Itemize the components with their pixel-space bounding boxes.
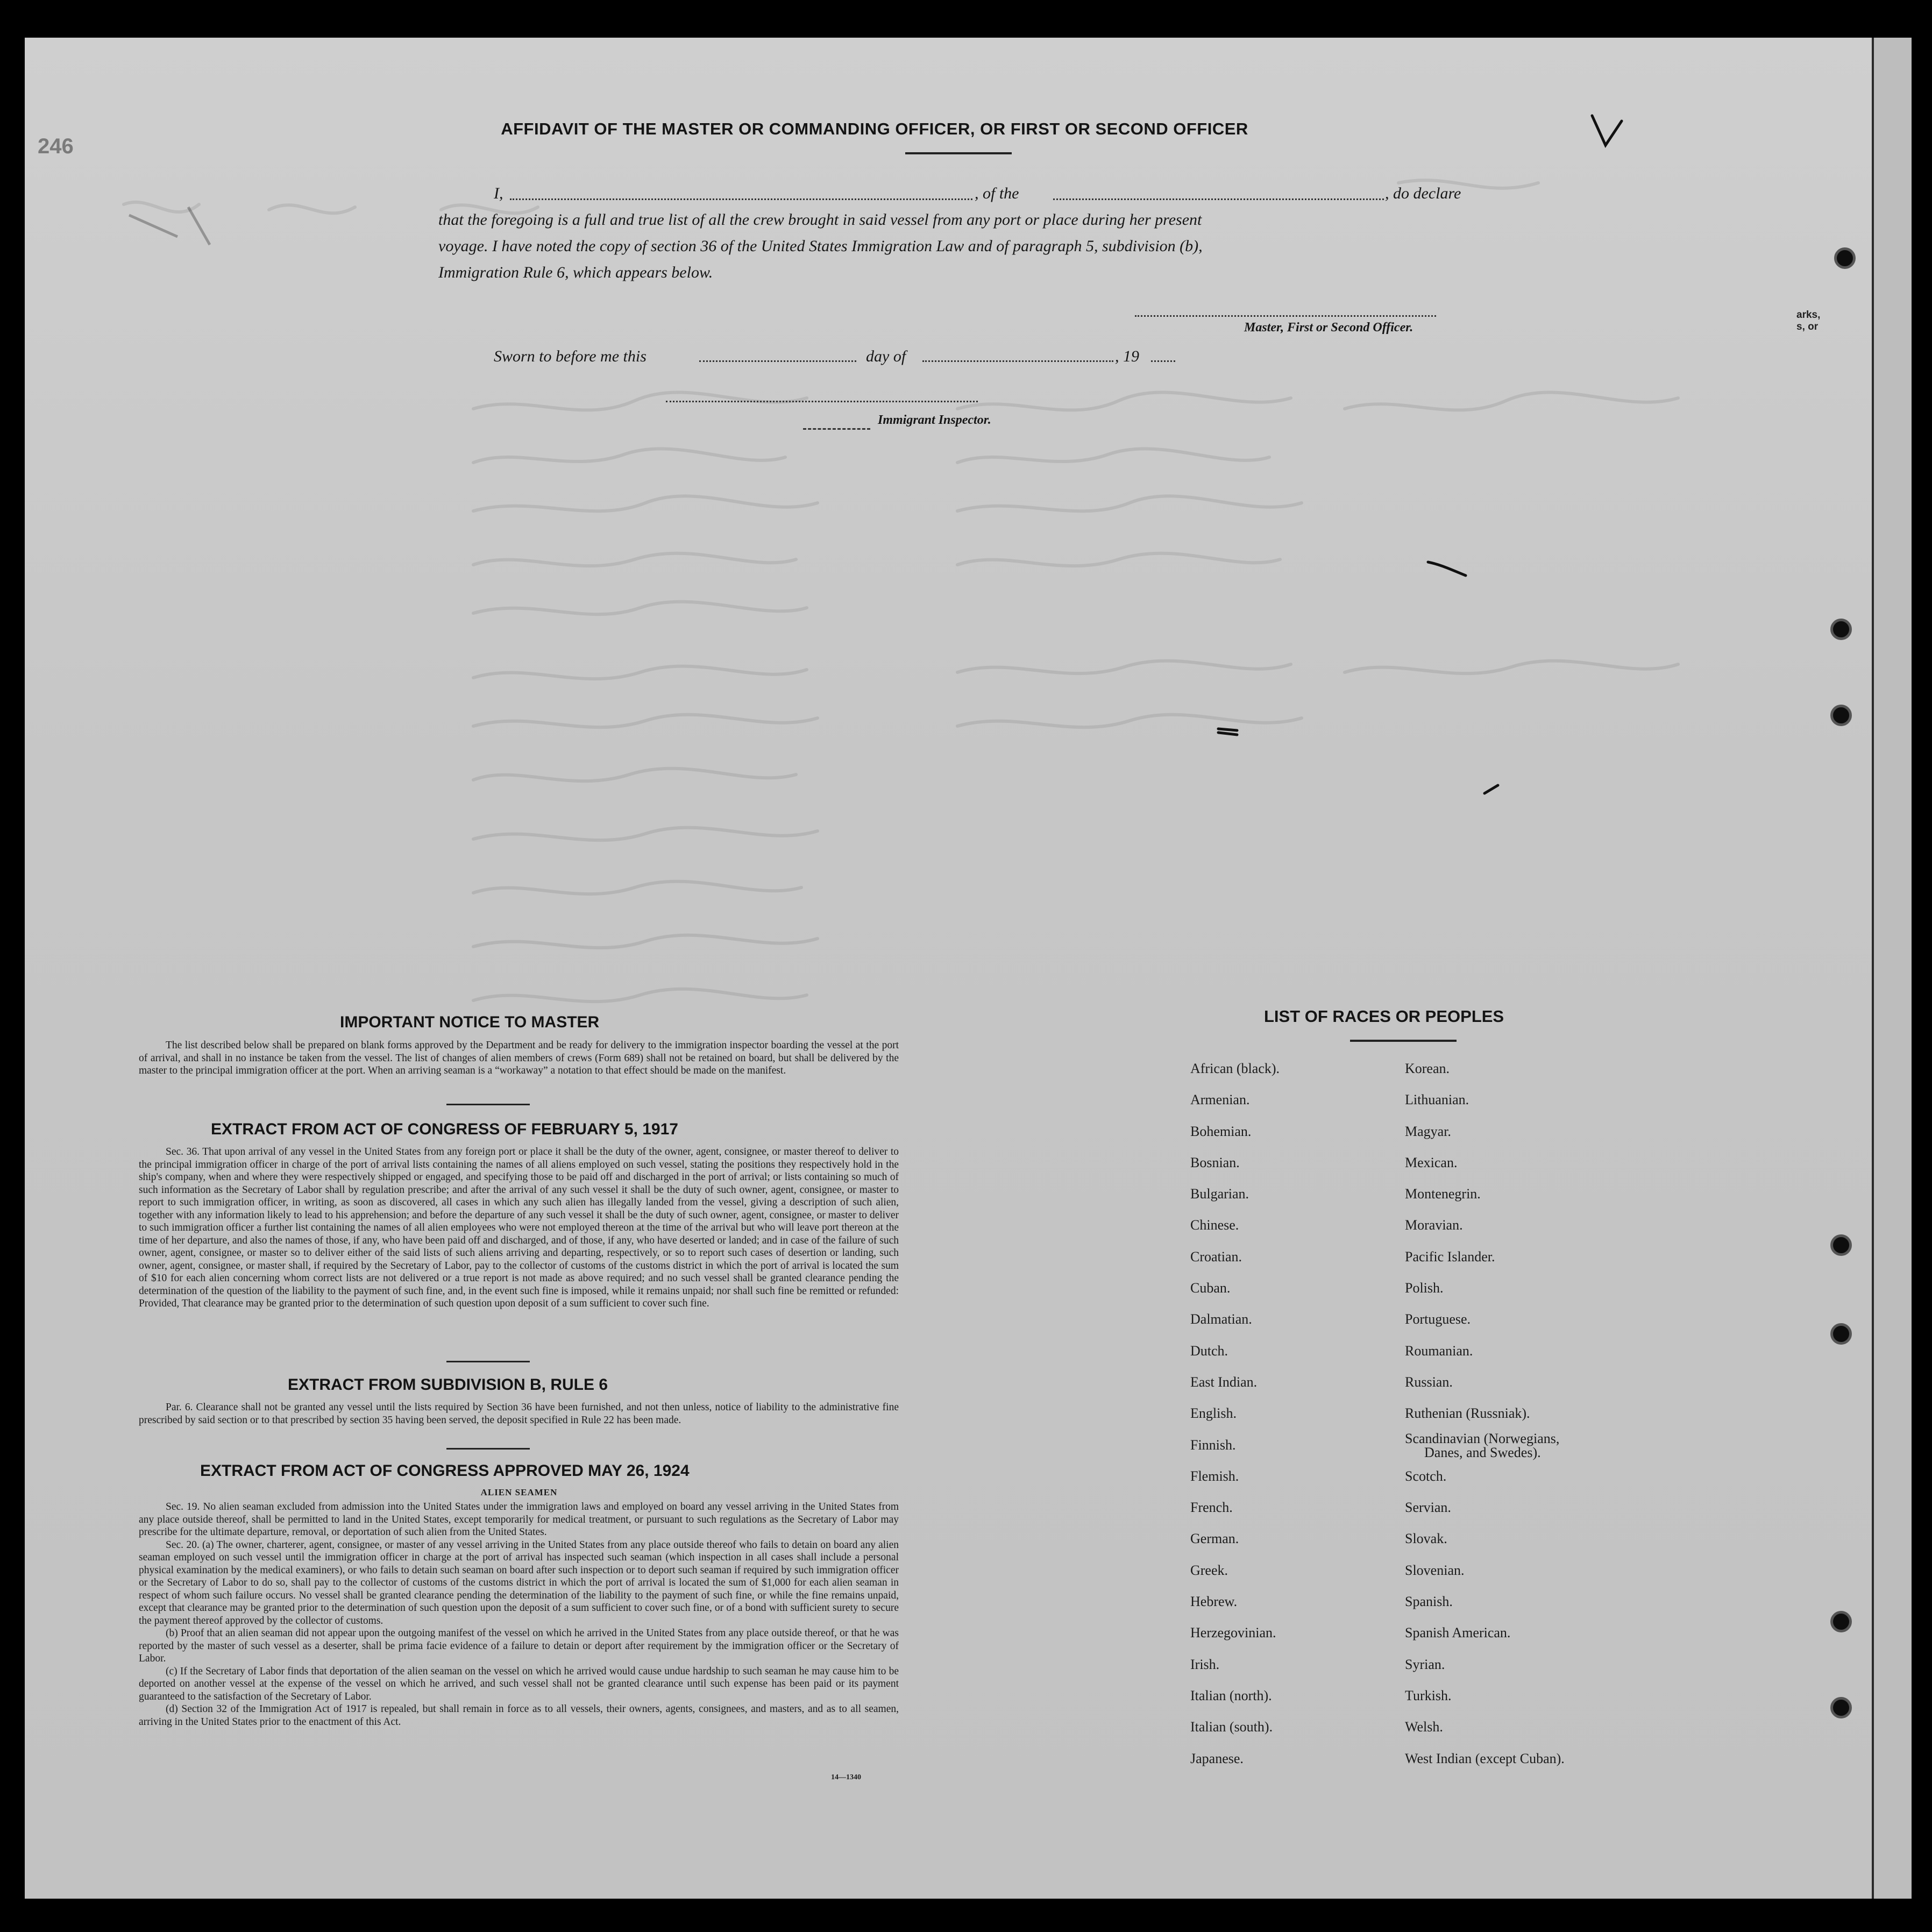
race-item: German. bbox=[1190, 1531, 1239, 1547]
affidavit-declare: , do declare bbox=[1385, 184, 1461, 202]
section-19: Sec. 19. No alien seaman excluded from admission into the United States under the immigration laws and employed on board any vessel arriving in the United States from any place outside thereof, shall be permitted to land in the United States, except temporarily for medical treatment, or pursuant to such regulations as the Secretary of Labor may prescribe for the ultimate departure, removal, or deportation of such alien from the United States. bbox=[139, 1501, 899, 1538]
notice-divider bbox=[446, 1104, 530, 1105]
race-item: Polish. bbox=[1405, 1280, 1444, 1296]
races-title: LIST OF RACES OR PEOPLES bbox=[1264, 1007, 1504, 1026]
sworn-day-of: day of bbox=[866, 347, 906, 365]
race-item: West Indian (except Cuban). bbox=[1405, 1750, 1565, 1766]
affidavit-title: AFFIDAVIT OF THE MASTER OR COMMANDING OFFICER, OR FIRST OR SECOND OFFICER bbox=[501, 119, 1248, 138]
punch-hole bbox=[1834, 247, 1856, 269]
race-item: Chinese. bbox=[1190, 1217, 1239, 1233]
race-item: Armenian. bbox=[1190, 1092, 1250, 1108]
affidavit-i: I, bbox=[494, 184, 503, 202]
extract-1924-title: EXTRACT FROM ACT OF CONGRESS APPROVED MAY 26, 1924 bbox=[200, 1462, 690, 1480]
section-20d: (d) Section 32 of the Immigration Act of 1917 is repealed, but shall remain in force as to all vessels, their owners, agents, consignees, and masters, and as to all seamen, arriving in the United States prior to the enactment of this Act. bbox=[139, 1703, 899, 1728]
affidavit-of-the: , of the bbox=[975, 184, 1019, 202]
race-item: Bosnian. bbox=[1190, 1154, 1240, 1170]
affidavit-line-4: Immigration Rule 6, which appears below. bbox=[438, 264, 713, 281]
extract-1917-divider bbox=[446, 1361, 530, 1362]
race-item: African (black). bbox=[1190, 1061, 1280, 1076]
races-title-underline bbox=[1350, 1040, 1457, 1042]
race-item: English. bbox=[1190, 1405, 1237, 1422]
race-item: Spanish. bbox=[1405, 1594, 1453, 1610]
rule6-text: Par. 6. Clearance shall not be granted any vessel until the lists required by Section 36 have been furnished, and not then unless, notice of liability to the administrative fine prescribed by said section or to that prescribed by section 35 having been served, the deposit specified in Rule 22 has been made. bbox=[139, 1402, 899, 1426]
race-item: Scotch. bbox=[1405, 1468, 1447, 1484]
race-item: Italian (south). bbox=[1190, 1719, 1273, 1735]
inspector-label: Immigrant Inspector. bbox=[878, 413, 991, 427]
vessel-name-field[interactable] bbox=[1053, 198, 1384, 200]
race-item: Japanese. bbox=[1190, 1750, 1244, 1766]
sworn-month-field[interactable] bbox=[922, 360, 1113, 362]
section-20b: (b) Proof that an alien seaman did not appear upon the outgoing manifest of the vessel on which he arrived in the United States from any place outside thereof, or that he was reported by the master of such vessel as a deserter, shall be prima facie evidence of a failure to detain or deport after requirement by the immigration officer or the Secretary of Labor. bbox=[139, 1628, 899, 1664]
sworn-prefix: Sworn to before me this bbox=[494, 347, 647, 365]
race-item: Roumanian. bbox=[1405, 1343, 1473, 1359]
race-item-continuation: Danes, and Swedes). bbox=[1424, 1444, 1541, 1460]
punch-hole bbox=[1830, 619, 1852, 640]
race-item: French. bbox=[1190, 1500, 1233, 1516]
master-name-field[interactable] bbox=[510, 198, 972, 200]
race-item: Syrian. bbox=[1405, 1656, 1445, 1672]
punch-hole bbox=[1830, 1611, 1852, 1632]
race-item: Moravian. bbox=[1405, 1217, 1463, 1233]
race-item: Spanish American. bbox=[1405, 1625, 1511, 1641]
race-item: Italian (north). bbox=[1190, 1687, 1272, 1703]
sworn-year-field[interactable] bbox=[1151, 360, 1175, 362]
punch-hole bbox=[1830, 1697, 1852, 1718]
races-column-1 bbox=[1190, 1053, 1280, 1774]
race-item: Bohemian. bbox=[1190, 1123, 1252, 1139]
race-item: Slovenian. bbox=[1405, 1562, 1465, 1578]
race-item: Welsh. bbox=[1405, 1719, 1443, 1735]
notice-text: The list described below shall be prepared on blank forms approved by the Department and be ready for delivery to the immigration inspector boarding the vessel at the port of arrival, and shall in no instance be taken from the vessel. The list of changes of alien members of crews (Form 689) shall not be retained on board, but shall be delivered by the master to the principal immigration officer at the port. When an arriving seaman is a “workaway” a notation to that effect should be made on the manifest. bbox=[139, 1040, 899, 1076]
left-page-number: 246 bbox=[38, 134, 74, 158]
inspector-signature-field[interactable] bbox=[666, 401, 978, 402]
race-item: Pacific Islander. bbox=[1405, 1248, 1495, 1265]
race-item: Ruthenian (Russniak). bbox=[1405, 1405, 1530, 1422]
form-code: 14—1340 bbox=[831, 1773, 861, 1781]
race-item: Flemish. bbox=[1190, 1468, 1239, 1484]
affidavit-line-3: voyage. I have noted the copy of section 36 of the United States Immigration Law and of paragraph 5, subdivision (b), bbox=[438, 237, 1203, 255]
race-item: East Indian. bbox=[1190, 1374, 1258, 1390]
race-item-line: Scandinavian (Norwegians, bbox=[1405, 1430, 1560, 1446]
race-item: Greek. bbox=[1190, 1562, 1228, 1578]
extract-1924-subtitle: ALIEN SEAMEN bbox=[480, 1487, 558, 1497]
race-item: Herzegovinian. bbox=[1190, 1625, 1276, 1641]
race-item: Hebrew. bbox=[1190, 1594, 1238, 1610]
race-item: Bulgarian. bbox=[1190, 1186, 1249, 1202]
race-item: Montenegrin. bbox=[1405, 1186, 1481, 1202]
sworn-day-field[interactable] bbox=[699, 360, 856, 362]
race-item: Lithuanian. bbox=[1405, 1092, 1469, 1108]
section-20a: Sec. 20. (a) The owner, charterer, agent, consignee, or master of any vessel arriving in the United States from any place outside thereof who fails to detain on board any alien seaman employed on such vessel until the immigration officer in charge at the port of arrival has inspected such seaman (which inspection in all cases shall include a personal physical examination by the medical examiners), or who fails to detain such seaman on board after such inspection or to deport such seaman if required by such immigration officer or the Secretary of Labor to do so, shall pay to the collector of customs of the customs district in which the port of arrival is located the sum of $1,000 for each alien seaman in respect of whom such failure occurs. No vessel shall be granted clearance pending the determination of the liability to the payment of such fine, or while the fine remains unpaid, except that clearance may be granted prior to the determination of such question upon the deposit of a sum sufficient to cover such fine, or of a bond with sufficient surety to secure the payment thereof approved by the collector of customs. bbox=[139, 1539, 899, 1626]
adjacent-page-edge bbox=[1872, 38, 1912, 1899]
right-edge-fragment: arks, s, or bbox=[1796, 309, 1821, 332]
race-item: Korean. bbox=[1405, 1061, 1450, 1076]
section-20c: (c) If the Secretary of Labor finds that deportation of the alien seaman on the vessel on which he arrived would cause undue hardship to such seaman he may cause him to be deported on another vessel at the expense of the vessel on which he arrived, and such vessel shall not be granted clearance until such expense has been paid or its payment guaranteed to the satisfaction of the Secretary of Labor. bbox=[139, 1665, 899, 1702]
race-item: Dalmatian. bbox=[1190, 1311, 1252, 1327]
affidavit-line-2: that the foregoing is a full and true list of all the crew brought in said vessel from any port or place during her present bbox=[438, 211, 1202, 229]
punch-hole bbox=[1830, 1323, 1852, 1345]
race-item: Cuban. bbox=[1190, 1280, 1231, 1296]
races-column-2 bbox=[1405, 1053, 1565, 1774]
master-signature-label: Master, First or Second Officer. bbox=[1244, 321, 1414, 335]
extract-1924-text bbox=[139, 1501, 899, 1728]
punch-hole bbox=[1830, 1234, 1852, 1256]
race-item: Turkish. bbox=[1405, 1687, 1452, 1703]
race-item: Dutch. bbox=[1190, 1343, 1228, 1359]
title-underline bbox=[905, 152, 1012, 154]
punch-hole bbox=[1830, 705, 1852, 726]
race-item: Croatian. bbox=[1190, 1248, 1242, 1265]
extract-1917-title: EXTRACT FROM ACT OF CONGRESS OF FEBRUARY 5, 1917 bbox=[211, 1120, 678, 1138]
race-item: Irish. bbox=[1190, 1656, 1220, 1672]
race-item: Mexican. bbox=[1405, 1154, 1458, 1170]
inspector-lead-line bbox=[803, 428, 870, 430]
rule6-title: EXTRACT FROM SUBDIVISION B, RULE 6 bbox=[288, 1376, 608, 1394]
race-item bbox=[1405, 1430, 1565, 1461]
race-item: Finnish. bbox=[1190, 1437, 1236, 1453]
race-item: Magyar. bbox=[1405, 1123, 1451, 1139]
race-item: Slovak. bbox=[1405, 1531, 1447, 1547]
race-item: Russian. bbox=[1405, 1374, 1453, 1390]
sworn-year: , 19 bbox=[1115, 347, 1139, 365]
rule6-divider bbox=[446, 1448, 530, 1450]
notice-title: IMPORTANT NOTICE TO MASTER bbox=[340, 1013, 600, 1031]
master-signature-field[interactable] bbox=[1135, 315, 1436, 317]
race-item: Servian. bbox=[1405, 1500, 1451, 1516]
extract-1917-text: Sec. 36. That upon arrival of any vessel in the United States from any foreign port or place it shall be the duty of the owner, agent, consignee, or master thereof to deliver to the principal immigration officer in charge of the port of arrival lists containing the names of all aliens employed on such vessel, stating the positions they respectively hold in the ship's company, when and where they were respectively shipped or engaged, and specifying those to be paid off and discharged in the port of arrival; or lists containing so much of such information as the Secretary of Labor shall by regulation prescribe; and after the arrival of any such vessel it shall be the duty of such owner, agent, consignee, or master to report to such immigration officer, in writing, as soon as discovered, all cases in which any such alien has illegally landed from the vessel, giving a description of such alien, together with any information likely to lead to his apprehension; and before the departure of any such vessel it shall be the duty of such owner, agent, consignee, or master to deliver to such immigration officer a further list containing the names of all alien employees who were not employed thereon at the time of the arrival but who will leave port thereon at the time of her departure, and also the names of those, if any, who have been paid off and discharged, and of those, if any, who have deserted or landed; and in case of the failure of such owner, agent, consignee, or master so to deliver either of the said lists of such aliens arriving and departing, respectively, or so to report such cases of desertion or landing, such owner, agent, consignee, or master shall, if required by the Secretary of Labor, pay to the collector of customs of the customs district in which the port of arrival is located the sum of $10 for each alien concerning whom correct lists are not delivered or a true report is not made as above required; and no such vessel shall be granted clearance pending the determination of the question of the liability to the payment of such fine, and, in the event such fine is imposed, while it remains unpaid; nor shall such fine be remitted or refunded: Provided, That clearance may be granted prior to the determination of such question upon deposit of a sum sufficient to cover such fine. bbox=[139, 1146, 899, 1309]
race-item: Portuguese. bbox=[1405, 1311, 1471, 1327]
